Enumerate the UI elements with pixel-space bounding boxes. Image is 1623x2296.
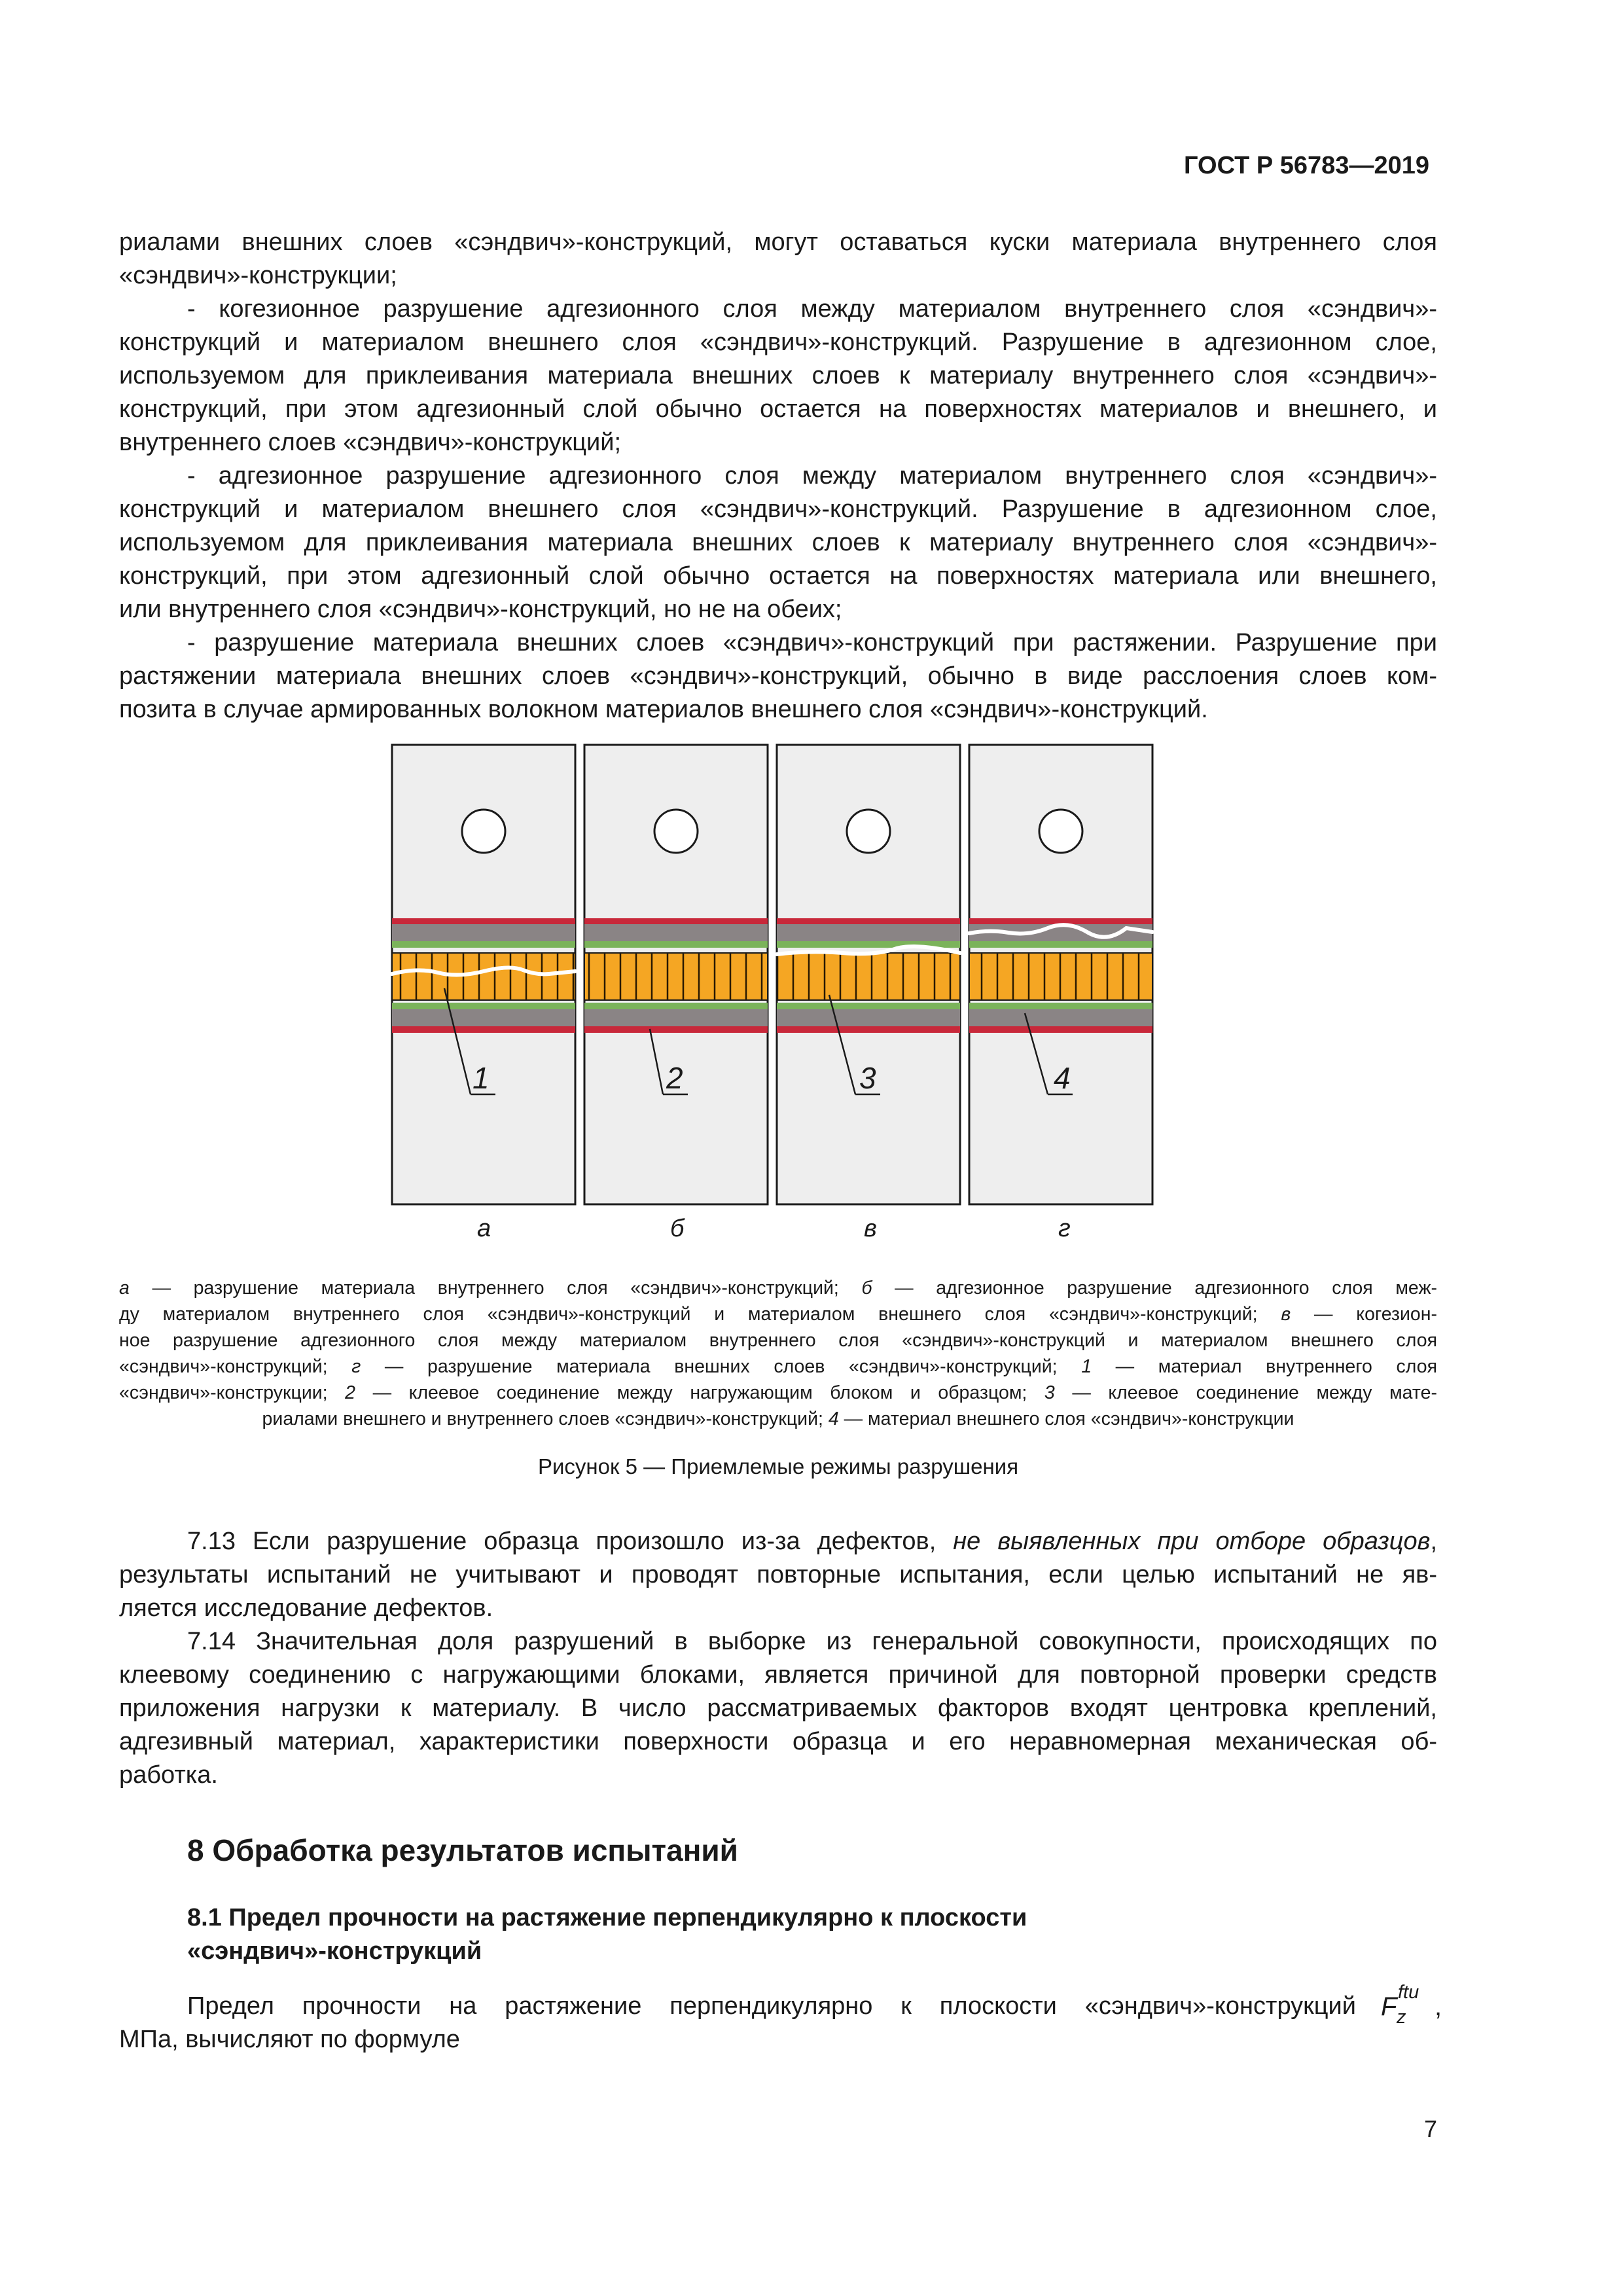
- legend-line: [119, 1354, 1437, 1380]
- figure-title: Рисунок 5 — Приемлемые режимы разрушения: [537, 1454, 1019, 1479]
- text-line: «сэндвич»-конструкции;: [119, 262, 397, 289]
- load-hole-icon: [462, 810, 505, 853]
- text-line: конструкций и материалом внешнего слоя «сэндвич»-конструкций. Разрушение в адгезионном слое,: [119, 495, 1437, 523]
- legend-text: — разрушение материала внутреннего слоя «сэндвич»-конструкций;: [129, 1278, 862, 1299]
- text-line: адгезивный материал, характеристики поверхности образца и его неравномерная механическая об-: [119, 1728, 1437, 1755]
- face-sheet-bottom: [777, 1009, 960, 1026]
- document-code-header: ГОСТ Р 56783—2019: [1184, 152, 1429, 179]
- section-8-1-heading-line2: «сэндвич»-конструкций: [187, 1937, 482, 1965]
- bond-layer-bottom: [584, 1003, 768, 1009]
- text-line: - когезионное разрушение адгезионного слоя между материалом внутреннего слоя «сэндвич»-: [187, 295, 1437, 323]
- legend-text: «сэндвич»-конструкции;: [119, 1382, 346, 1403]
- bond-layer-top: [584, 941, 768, 948]
- text-line: [119, 1525, 1437, 1558]
- text-line: внутреннего слоев «сэндвич»-конструкций;: [119, 429, 622, 456]
- text-line: МПа, вычисляют по формуле: [119, 2026, 460, 2053]
- adhesive-layer-bottom: [584, 1026, 768, 1033]
- text-line: Предел прочности на растяжение перпендикулярно к плоскости «сэндвич»-конструкций: [187, 1992, 1356, 2020]
- legend-key: б: [861, 1278, 872, 1299]
- figure-legend: [119, 1275, 1437, 1432]
- adhesive-layer-bottom: [777, 1026, 960, 1033]
- text-line: клеевому соединению с нагружающими блоками, является причиной для повторной проверки средств: [119, 1661, 1437, 1689]
- text-line: - разрушение материала внешних слоев «сэндвич»-конструкций при растяжении. Разрушение при: [187, 629, 1437, 656]
- text-line: используемом для приклеивания материала внешних слоев к материалу внутреннего слоя «сэндвич»-: [119, 529, 1437, 556]
- legend-key: а: [119, 1278, 130, 1299]
- paragraph-7-14: [119, 1625, 1437, 1792]
- formula-symbol-fz-ftu: [1381, 1982, 1446, 2028]
- symbol-subscript: z: [1397, 2007, 1406, 2028]
- adhesive-layer-top: [777, 918, 960, 924]
- honeycomb-core: [777, 953, 960, 1000]
- text-line: работка.: [119, 1761, 218, 1789]
- text-line: растяжении материала внешних слоев «сэндвич»-конструкций, обычно в виде расслоения слоев ком-: [119, 662, 1437, 690]
- honeycomb-core: [584, 953, 768, 1000]
- panel-letter-g: г: [1058, 1215, 1071, 1242]
- section-8-heading: 8 Обработка результатов испытаний: [187, 1833, 738, 1867]
- panel-number-2: 2: [666, 1061, 683, 1095]
- text-line: конструкций, при этом адгезионный слой обычно остается на поверхностях материала или внешнего,: [119, 562, 1437, 590]
- face-sheet-top: [392, 924, 575, 941]
- text-run: ,: [1430, 1528, 1437, 1555]
- legend-line: [119, 1380, 1437, 1406]
- symbol-superscript: ftu: [1398, 1982, 1419, 2003]
- section-8-1-heading-line1: 8.1 Предел прочности на растяжение перпендикулярно к плоскости: [187, 1904, 1027, 1931]
- page-number: 7: [1423, 2115, 1437, 2142]
- legend-key: 3: [1044, 1382, 1055, 1403]
- text-line: риалами внешних слоев «сэндвич»-конструкций, могут оставаться куски материала внутреннего слоя: [119, 228, 1437, 256]
- symbol-base: F: [1381, 1992, 1397, 2021]
- legend-key: 4: [828, 1408, 839, 1429]
- text-line: конструкций и материалом внешнего слоя «сэндвич»-конструкций. Разрушение в адгезионном слое,: [119, 329, 1437, 356]
- load-hole-icon: [654, 810, 698, 853]
- honeycomb-core: [969, 953, 1152, 1000]
- adhesive-layer-bottom: [392, 1026, 575, 1033]
- panel-number-4: 4: [1054, 1061, 1071, 1095]
- legend-text: — разрушение материала внешних слоев «сэндвич»-конструкций;: [361, 1356, 1082, 1377]
- legend-key: 1: [1081, 1356, 1092, 1377]
- load-hole-icon: [1039, 810, 1082, 853]
- honeycomb-core: [392, 953, 575, 1000]
- panel-letter-a: а: [477, 1215, 491, 1242]
- bond-layer-bottom: [392, 1003, 575, 1009]
- face-sheet-bottom: [969, 1009, 1152, 1026]
- bond-layer-top: [969, 941, 1152, 948]
- text-line: конструкций, при этом адгезионный слой обычно остается на поверхностях материалов и внешнего, и: [119, 395, 1437, 423]
- legend-line: [119, 1275, 1437, 1301]
- legend-text: — клеевое соединение между мате-: [1054, 1382, 1437, 1403]
- legend-line: [119, 1301, 1437, 1327]
- symbol-comma: ,: [1435, 1992, 1442, 2021]
- legend-text: — материал внешнего слоя «сэндвич»-конструкции: [838, 1408, 1294, 1429]
- adhesive-layer-bottom: [969, 1026, 1152, 1033]
- adhesive-layer-top: [392, 918, 575, 924]
- legend-text: — когезион-: [1291, 1304, 1437, 1325]
- text-line: - адгезионное разрушение адгезионного слоя между материалом внутреннего слоя «сэндвич»-: [187, 462, 1437, 490]
- face-sheet-top: [777, 924, 960, 941]
- bond-layer-top: [392, 941, 575, 948]
- legend-text: — адгезионное разрушение адгезионного слоя меж-: [872, 1278, 1437, 1299]
- legend-text: «сэндвич»-конструкций;: [119, 1356, 352, 1377]
- text-line: 7.14 Значительная доля разрушений в выборке из генеральной совокупности, происходящих по: [187, 1628, 1437, 1655]
- legend-text: — материал внутреннего слоя: [1092, 1356, 1437, 1377]
- legend-key: в: [1281, 1304, 1291, 1325]
- legend-line: ное разрушение адгезионного слоя между материалом внутреннего слоя «сэндвич»-конструкций и материалом внешнего слоя: [119, 1330, 1437, 1351]
- legend-text: — клеевое соединение между нагружающим блоком и образцом;: [355, 1382, 1044, 1403]
- bond-layer-bottom: [777, 1003, 960, 1009]
- text-line: ляется исследование дефектов.: [119, 1594, 493, 1622]
- adhesive-layer-top: [584, 918, 768, 924]
- legend-text: риалами внешнего и внутреннего слоев «сэндвич»-конструкций;: [262, 1408, 829, 1429]
- legend-line: [119, 1406, 1437, 1432]
- panel-letter-b: б: [670, 1215, 685, 1242]
- face-sheet-bottom: [584, 1009, 768, 1026]
- panel-number-1: 1: [473, 1061, 490, 1095]
- text-line: результаты испытаний не учитывают и проводят повторные испытания, если целью испытаний не яв-: [119, 1561, 1437, 1588]
- paragraph-7-13: [119, 1525, 1437, 1625]
- bond-layer-bottom: [969, 1003, 1152, 1009]
- panel-letter-v: в: [864, 1215, 877, 1242]
- load-hole-icon: [847, 810, 890, 853]
- paragraph-8-1: [119, 1990, 1437, 2056]
- text-run: 7.13 Если разрушение образца произошло из-за дефектов,: [187, 1528, 954, 1555]
- legend-key: 2: [345, 1382, 356, 1403]
- face-sheet-top: [584, 924, 768, 941]
- text-line: позита в случае армированных волокном материалов внешнего слоя «сэндвич»-конструкций.: [119, 696, 1208, 723]
- text-line: используемом для приклеивания материала внешних слоев к материалу внутреннего слоя «сэндвич»-: [119, 362, 1437, 389]
- legend-text: ду материалом внутреннего слоя «сэндвич»-конструкций и материалом внешнего слоя «сэндвич»-конструкций;: [119, 1304, 1281, 1325]
- face-sheet-bottom: [392, 1009, 575, 1026]
- text-line: или внутреннего слоя «сэндвич»-конструкций, но не на обеих;: [119, 596, 842, 623]
- italic-run: не выявленных при отборе образцов: [953, 1528, 1431, 1555]
- legend-key: г: [351, 1356, 361, 1377]
- text-line: приложения нагрузки к материалу. В число рассматриваемых факторов входят центровка креплений,: [119, 1695, 1437, 1722]
- panel-number-3: 3: [859, 1061, 876, 1095]
